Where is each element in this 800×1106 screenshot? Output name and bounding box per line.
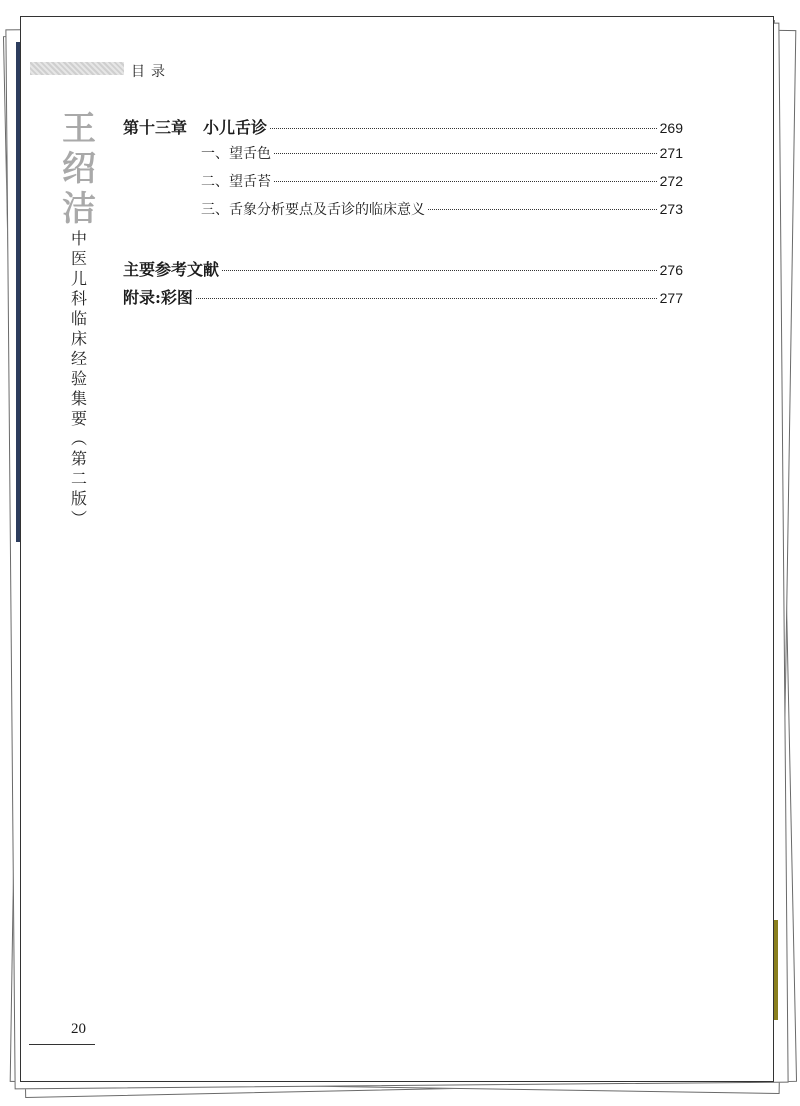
author-char: 洁 [62,189,96,229]
title-char: 版 [70,489,87,508]
title-char: 科 [70,289,87,308]
title-char: 集 [70,389,87,408]
toc-entry-label: 主要参考文献 [123,260,220,279]
title-char: 经 [70,349,87,368]
toc-page-number: 277 [659,290,683,306]
leader-dots [274,181,657,182]
leader-dots [222,270,657,271]
title-char: ︶ [70,509,87,528]
leader-dots [196,298,657,299]
toc-page-number: 269 [659,120,683,136]
title-char: 医 [70,249,87,268]
toc-entry-label: 一、望舌色 [201,146,271,162]
toc-entry-chapter[interactable] [123,115,683,137]
title-char: 第 [70,449,87,468]
toc-entry-label: 附录:彩图 [123,288,193,307]
toc-entry-references[interactable] [123,257,683,279]
toc-page-number: 272 [659,173,683,189]
header-decoration [30,62,124,75]
title-char: 验 [70,369,87,388]
title-char: ︵ [70,429,87,448]
toc-page-number: 276 [659,262,683,278]
title-char: 二 [70,469,87,488]
toc-entry-appendix[interactable] [123,285,683,307]
running-header: 目录 [131,64,171,80]
toc-entry-label: 第十三章 小儿舌诊 [123,118,268,137]
toc-entry-section[interactable] [123,143,683,165]
author-char: 王 [62,109,96,149]
toc-entry-label: 三、舌象分析要点及舌诊的临床意义 [201,202,425,218]
author-char: 绍 [62,149,96,189]
toc-entry-label: 二、望舌苔 [201,174,271,190]
title-char: 床 [70,329,87,348]
toc-entry-section[interactable] [123,199,683,221]
book-title-vertical [67,229,91,529]
leader-dots [274,153,657,154]
document-page [20,16,774,1082]
title-char: 要 [70,409,87,428]
title-char: 临 [70,309,87,328]
leader-dots [270,128,657,129]
page-number: 20 [71,1021,86,1037]
title-char: 中 [70,229,87,248]
leader-dots [428,209,657,210]
toc-entry-section[interactable] [123,171,683,193]
author-name-vertical [59,109,99,229]
footer-rule [29,1044,95,1045]
toc-page-number: 271 [659,145,683,161]
title-char: 儿 [70,269,87,288]
toc-page-number: 273 [659,201,683,217]
